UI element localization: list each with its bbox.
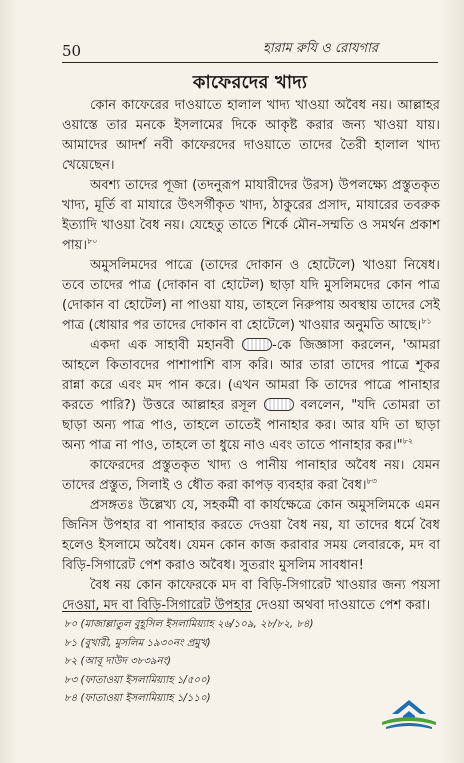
- footnote-mark: ৮৩: [366, 476, 377, 486]
- footnote-divider: [62, 611, 252, 612]
- paragraph: প্রসঙ্গতঃ উল্লেখ্য যে, সহকর্মী বা কার্যক্ষেত্রে কোন অমুসলিমকে এমন জিনিস উপহার বা পানাহার করতে দেওয়া বৈধ নয়, যা তাদের ধর্মে বৈধ হলেও ইসলামে অবৈধ। যেমন কোন কাজ করাবার সময় লেবারকে, মদ বা বিড়ি-সিগারেট পেশ করাও অবৈধ। সুতরাং মুসলিম সাবধান!: [62, 498, 440, 573]
- page-header: [62, 42, 438, 63]
- footnote: ৮০ (মাজাল্লাতুল বুহূসিল ইসলামিয়্যাহ ২৬/১০৯, ২৮/৮২, ৮৪): [64, 619, 314, 630]
- footnote: ৮৪ (ফাতাওয়া ইসলামিয়্যাহ ১/১১০): [64, 693, 211, 704]
- paragraph: কাফেরদের প্রস্তুতকৃত খাদ্য ও পানীয় পানাহার অবৈধ নয়। যেমন তাদের প্রস্তুত, সিলাই ও ধৌত করা কাপড় ব্যবহার করা বৈধ।$^{৮৩}$: [62, 458, 440, 493]
- salutation-glyph-icon: [264, 398, 294, 411]
- footnote: ৮২ (আবূ দাউদ ৩৮৩৯নং): [64, 656, 171, 667]
- publisher-logo-icon: [378, 698, 440, 734]
- footnote: ৮১ (বুখারী, মুসলিম ১৯৩০নং প্রমুখ): [64, 637, 211, 649]
- footnotes: [64, 616, 394, 709]
- paragraph: বৈধ নয় কোন কাফেরকে মদ বা বিড়ি-সিগারেট খাওয়ার জন্য পয়সা দেওয়া, মদ বা বিড়ি-সিগারেট উপহার দেওয়া অথবা দাওয়াতে পেশ করা।: [62, 578, 441, 613]
- footnote-mark: ৮১: [421, 316, 432, 326]
- logo-wave-icon: [386, 723, 432, 729]
- paragraph: কোন কাফেরের দাওয়াতে হালাল খাদ্য খাওয়া অবৈধ নয়। আল্লাহর ওয়াস্তে তার মনকে ইসলামের দিকে আকৃষ্ট করার জন্য খাওয়া যায়। আমাদের আদর্শ নবী কাফেরদের দাওয়াতে তাদের তৈরী হালাল খাদ্য খেয়েছেন।: [62, 98, 440, 173]
- chapter-title: কাফেরদের খাদ্য: [192, 72, 308, 93]
- running-title: হারাম রুযি ও রোযগার: [262, 41, 378, 56]
- paragraph: অবশ্য তাদের পূজা (তদনুরূপ মাযারীদের উরস) উপলক্ষ্যে প্রস্তুতকৃত খাদ্য, মূর্তি বা মাযারে উৎসর্গীকৃত খাদ্য, ঠাকুরের প্রসাদ, মাযারের তবরুক ইত্যাদি খাওয়া বৈধ নয়। যেহেতু তাতে শির্কে মৌন-সম্মতি ও সমর্থন প্রকাশ পায়।$^{৮০}$: [62, 178, 440, 253]
- footnote: ৮৩ (ফাতাওয়া ইসলামিয়্যাহ ১/৫০০): [64, 674, 211, 686]
- paragraph: একদা এক সাহাবী মহানবী -কে জিজ্ঞাসা করলেন, 'আমরা আহলে কিতাবদের পাশাপাশি বাস করি। আর তারা তাদের পাত্রে শূকর রান্না করে এবং মদ পান করে। (এখন আমরা কি তাদের পাত্রে পানাহার করতে পারি?) উত্তরে আল্লাহর রসূল বললেন, "যদি তোমরা তা ছাড়া অন্য পাত্র পাও, তাহলে তাতেই পানাহার কর। আর যদি তা ছাড়া অন্য পাত্র না পাও, তাহলে তা ধুয়ে নাও এবং তাতে পানাহার কর।"$^{৮২}$: [62, 338, 440, 453]
- footnote-mark: ৮০: [87, 236, 98, 246]
- paragraph: অমুসলিমদের পাত্রে (তাদের দোকান ও হোটেলে) খাওয়া নিষেধ। তবে তাদের পাত্র (দোকান বা হোটেল) ছাড়া যদি মুসলিমদের কোন পাত্র (দোকান বা হোটেল) না পাওয়া যায়, তাহলে নিরুপায় অবস্থায় তাদের সেই পাত্র (ধোয়ার পর তাদের দোকান বা হোটেলে) খাওয়ার অনুমতি আছে।$^{৮১}$: [62, 258, 440, 333]
- footnote-mark: ৮২: [402, 436, 414, 446]
- body-text: [62, 96, 440, 616]
- page-number: 50: [62, 42, 82, 60]
- salutation-glyph-icon: [242, 338, 272, 351]
